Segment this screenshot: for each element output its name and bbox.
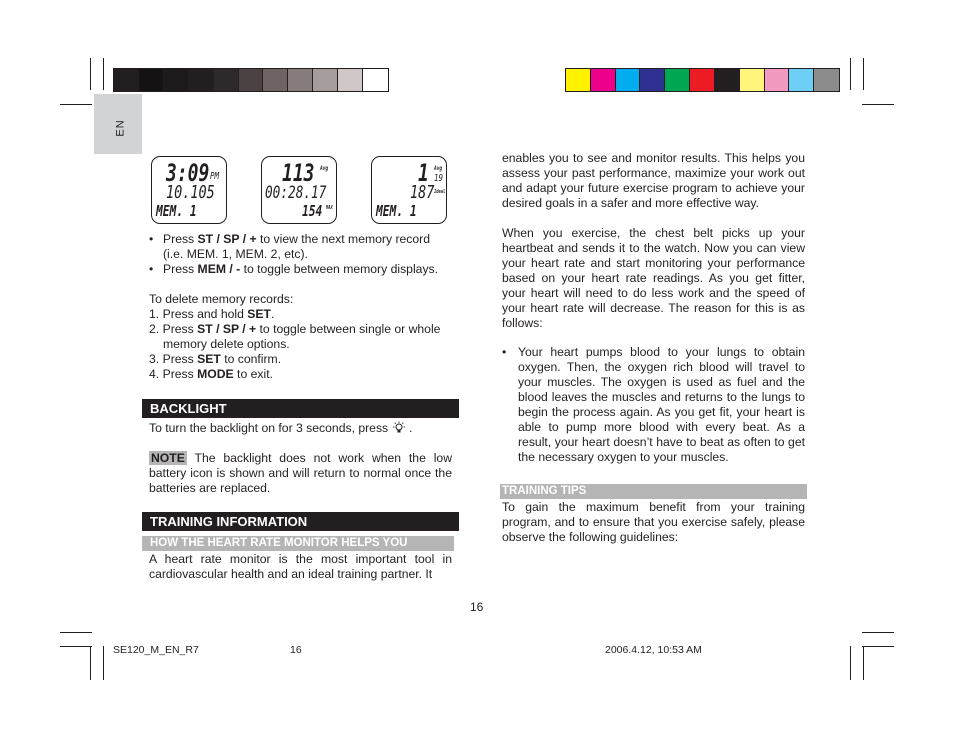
color-swatch bbox=[313, 69, 338, 91]
lcd-duration: 00:28.17 bbox=[265, 183, 327, 203]
color-swatch bbox=[715, 69, 740, 91]
crop-mark bbox=[863, 58, 864, 90]
crop-mark bbox=[90, 646, 91, 680]
lcd-display-average-time bbox=[261, 156, 337, 224]
training-tips-subheading: TRAINING TIPS bbox=[500, 484, 807, 499]
lcd-time: 3:09 bbox=[166, 159, 210, 187]
lcd-max-tag: MAX bbox=[326, 205, 333, 211]
lcd-pm-indicator: PM bbox=[210, 171, 220, 182]
hrm-text: A heart rate monitor is the most important tool in cardiovascular health and an ideal training partner. It bbox=[149, 552, 452, 581]
color-swatch bbox=[665, 69, 690, 91]
color-swatch bbox=[765, 69, 790, 91]
crop-mark bbox=[103, 58, 104, 90]
color-swatch bbox=[814, 69, 839, 91]
lcd-avg-tag: Avg bbox=[434, 165, 443, 172]
crop-mark bbox=[60, 646, 92, 647]
lcd-ideal-value: 187 bbox=[410, 182, 435, 203]
crop-mark bbox=[60, 104, 92, 105]
color-swatch bbox=[789, 69, 814, 91]
backlight-bulb-icon bbox=[392, 421, 406, 435]
crop-mark bbox=[60, 632, 92, 633]
color-swatch bbox=[363, 69, 388, 91]
list-item: • Press MEM / - to toggle between memory displays. bbox=[149, 262, 453, 277]
backlight-note bbox=[149, 451, 452, 496]
color-swatch bbox=[139, 69, 164, 91]
color-swatch bbox=[189, 69, 214, 91]
lcd-memory-label: MEM. 1 bbox=[376, 202, 417, 220]
results-paragraph: enables you to see and monitor results. This helps you assess your past performance, maximize your work out and adapt your future exercise program to achieve your desired goals in a safer and more effective way. bbox=[502, 151, 805, 210]
list-item: • Your heart pumps blood to your lungs to obtain oxygen. Then, the oxygen rich blood will travel to your muscles. The oxygen is used as fuel and the blood leaves the muscles and returns to the lungs to begin the process again. As you get fit, your heart is able to pump more blood with every beat. As a result, your heart doesn’t have to beat as often to get the necessary oxygen to your muscles. bbox=[502, 345, 805, 465]
color-swatch bbox=[114, 69, 139, 91]
lcd-ideal-tag: Ideal bbox=[434, 189, 446, 195]
crop-mark bbox=[862, 104, 894, 105]
lcd-avg-tag: Avg bbox=[320, 165, 329, 172]
backlight-heading: BACKLIGHT bbox=[142, 399, 459, 418]
lcd-display-clock-memory bbox=[151, 156, 227, 224]
crop-mark bbox=[850, 646, 851, 680]
footer-page: 16 bbox=[290, 644, 302, 656]
backlight-instructions: To turn the backlight on for 3 seconds, press . bbox=[149, 421, 413, 435]
lcd-small-value: 19 bbox=[434, 173, 444, 184]
color-swatch bbox=[566, 69, 591, 91]
color-swatch bbox=[263, 69, 288, 91]
lcd-record-value: 1 bbox=[418, 159, 429, 187]
crop-mark bbox=[862, 632, 894, 633]
language-tab-label: EN bbox=[114, 119, 127, 137]
list-item: • Press ST / SP / + to view the next memory record (i.e. MEM. 1, MEM. 2, etc). bbox=[149, 232, 453, 262]
hrm-subheading: HOW THE HEART RATE MONITOR HELPS YOU bbox=[142, 536, 454, 551]
lcd-max-heart-rate: 154 bbox=[302, 202, 323, 220]
note-text: The backlight does not work when the low battery icon is shown and will return to normal once the batteries are replaced. bbox=[149, 451, 452, 495]
color-swatch bbox=[338, 69, 363, 91]
color-swatch bbox=[214, 69, 239, 91]
crop-mark bbox=[862, 646, 894, 647]
color-swatch bbox=[164, 69, 189, 91]
note-label: NOTE bbox=[151, 451, 185, 465]
chest-belt-paragraph: When you exercise, the chest belt picks up your heartbeat and sends it to the watch. Now you can view your heart rate and start monitoring your performance based on your heart rate readings. As you get fitter, your heart will need to do less work and the speed of your heart rate will decrease. The reason for this is as follows: bbox=[502, 226, 805, 330]
color-swatch bbox=[640, 69, 665, 91]
color-swatch bbox=[690, 69, 715, 91]
footer-filename: SE120_M_EN_R7 bbox=[113, 644, 199, 656]
page-number: 16 bbox=[470, 600, 484, 614]
list-item: 3. Press SET to confirm. bbox=[149, 352, 282, 366]
training-tips-text: To gain the maximum benefit from your training program, and to ensure that you exercise safely, please observe the following guidelines: bbox=[502, 500, 805, 544]
color-swatch bbox=[591, 69, 616, 91]
color-swatch bbox=[288, 69, 313, 91]
color-swatch bbox=[239, 69, 264, 91]
training-information-heading: TRAINING INFORMATION bbox=[142, 512, 459, 531]
crop-mark bbox=[850, 58, 851, 90]
heart-bullet bbox=[502, 345, 805, 465]
crop-mark bbox=[90, 58, 91, 90]
lcd-memory-label: MEM. 1 bbox=[156, 202, 197, 220]
lcd-average-heart-rate: 113 bbox=[282, 159, 315, 187]
delete-intro: To delete memory records: bbox=[149, 292, 294, 306]
crop-mark bbox=[863, 646, 864, 680]
language-side-tab bbox=[94, 94, 142, 154]
delete-steps bbox=[149, 307, 453, 382]
crop-mark bbox=[103, 646, 104, 680]
list-item: 2. Press ST / SP / + to toggle between single or whole memory delete options. bbox=[149, 322, 441, 351]
footer-timestamp: 2006.4.12, 10:53 AM bbox=[605, 644, 702, 656]
color-registration-bar bbox=[565, 68, 840, 92]
list-item: 1. Press and hold SET. bbox=[149, 307, 275, 321]
lcd-display-ideal-memory bbox=[371, 156, 447, 224]
grayscale-registration-bar bbox=[113, 68, 389, 92]
color-swatch bbox=[740, 69, 765, 91]
list-item: 4. Press MODE to exit. bbox=[149, 367, 273, 381]
memory-bullets bbox=[149, 232, 453, 277]
lcd-date: 10.105 bbox=[166, 182, 215, 203]
color-swatch bbox=[616, 69, 641, 91]
